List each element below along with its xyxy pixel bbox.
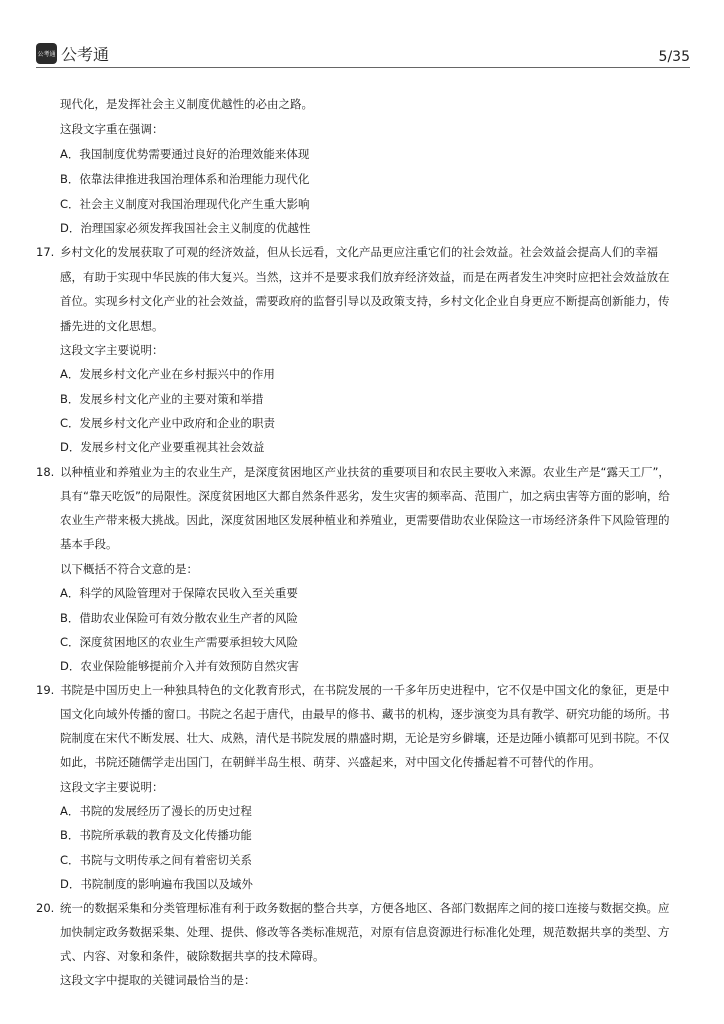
option-a: A．发展乡村文化产业在乡村振兴中的作用 <box>60 367 275 381</box>
question-prompt: 这段文字重在强调： <box>60 122 164 136</box>
option-a: A．科学的风险管理对于保障农民收入至关重要 <box>60 586 298 600</box>
paragraph-line: 加快制定政务数据采集、处理、提供、修改等各类标准规范，对原有信息资源进行标准化处理，规范数据共享的类型、方 <box>60 925 670 939</box>
option-c: C．深度贫困地区的农业生产需要承担较大风险 <box>60 635 299 649</box>
paragraph-line: 乡村文化的发展获取了可观的经济效益，但从长远看，文化产品更应注重它们的社会效益。社会效益会提高人们的幸福 <box>60 245 658 259</box>
paragraph-line: 式、内容、对象和条件，破除数据共享的技术障碍。 <box>60 949 325 963</box>
paragraph-line: 国文化向域外传播的窗口。书院之名起于唐代，由最早的修书、藏书的机构，逐步演变为具有教学、研究功能的场所。书 <box>60 707 670 721</box>
page-number: 5/35 <box>658 49 690 65</box>
question-prompt: 以下概括不符合文意的是： <box>60 562 198 576</box>
paragraph-line: 具有“靠天吃饭”的局限性。深度贫困地区大都自然条件恶劣，发生灾害的频率高、范围广，加之病虫害等方面的影响，给 <box>60 489 670 503</box>
paragraph-line: 以种植业和养殖业为主的农业生产，是深度贫困地区产业扶贫的重要项目和农民主要收入来源。农业生产是“露天工厂”， <box>60 465 670 479</box>
option-c: C．社会主义制度对我国治理现代化产生重大影响 <box>60 197 310 211</box>
option-b: B．书院所承载的教育及文化传播功能 <box>60 828 252 842</box>
option-c: C．发展乡村文化产业中政府和企业的职责 <box>60 416 276 430</box>
question-prompt: 这段文字主要说明： <box>60 343 164 357</box>
option-a: A．书院的发展经历了漫长的历史过程 <box>60 804 252 818</box>
header-divider <box>36 67 690 68</box>
option-d: D．治理国家必须发挥我国社会主义制度的优越性 <box>60 221 311 235</box>
question-number: 18. <box>36 465 55 479</box>
option-b: B．依靠法律推进我国治理体系和治理能力现代化 <box>60 172 310 186</box>
paragraph-line: 现代化，是发挥社会主义制度优越性的必由之路。 <box>60 97 313 111</box>
paragraph-line: 书院是中国历史上一种独具特色的文化教育形式，在书院发展的一千多年历史进程中，它不仅是中国文化的象征，更是中 <box>60 683 670 697</box>
paragraph-line: 基本手段。 <box>60 537 118 551</box>
option-b: B．发展乡村文化产业的主要对策和举措 <box>60 392 264 406</box>
question-number: 19. <box>36 683 55 697</box>
paragraph-line: 农业生产带来极大挑战。因此，深度贫困地区发展种植业和养殖业，更需要借助农业保险这一市场经济条件下风险管理的 <box>60 513 670 527</box>
paragraph-line: 院制度在宋代不断发展、壮大、成熟，清代是书院发展的鼎盛时期，无论是穷乡僻壤，还是边陲小镇都可见到书院。不仅 <box>60 731 670 745</box>
logo-badge-icon: 公考通 <box>36 43 57 64</box>
page-header <box>36 40 690 70</box>
option-d: D．书院制度的影响遍布我国以及域外 <box>60 877 253 891</box>
question-number: 17. <box>36 245 55 259</box>
paragraph-line: 播先进的文化思想。 <box>60 319 164 333</box>
option-d: D．发展乡村文化产业要重视其社会效益 <box>60 440 265 454</box>
question-prompt: 这段文字主要说明： <box>60 780 164 794</box>
question-number: 20. <box>36 901 55 915</box>
question-prompt: 这段文字中提取的关键词最恰当的是： <box>60 973 256 987</box>
option-c: C．书院与文明传承之间有着密切关系 <box>60 853 253 867</box>
option-b: B．借助农业保险可有效分散农业生产者的风险 <box>60 611 298 625</box>
paragraph-line: 感，有助于实现中华民族的伟大复兴。当然，这并不是要求我们放弃经济效益，而是在两者发生冲突时应把社会效益放在 <box>60 270 670 284</box>
logo-text: 公考通 <box>61 45 110 64</box>
paragraph-line: 如此，书院还随儒学走出国门，在朝鲜半岛生根、萌芽、兴盛起来，对中国文化传播起着不可替代的作用。 <box>60 755 601 769</box>
option-d: D．农业保险能够提前介入并有效预防自然灾害 <box>60 659 299 673</box>
paragraph-line: 统一的数据采集和分类管理标准有利于政务数据的整合共享，方便各地区、各部门数据库之间的接口连接与数据交换。应 <box>60 901 670 915</box>
option-a: A．我国制度优势需要通过良好的治理效能来体现 <box>60 147 310 161</box>
logo <box>36 42 109 65</box>
paragraph-line: 首位。实现乡村文化产业的社会效益，需要政府的监督引导以及政策支持，乡村文化企业自身更应不断提高创新能力，传 <box>60 294 670 308</box>
